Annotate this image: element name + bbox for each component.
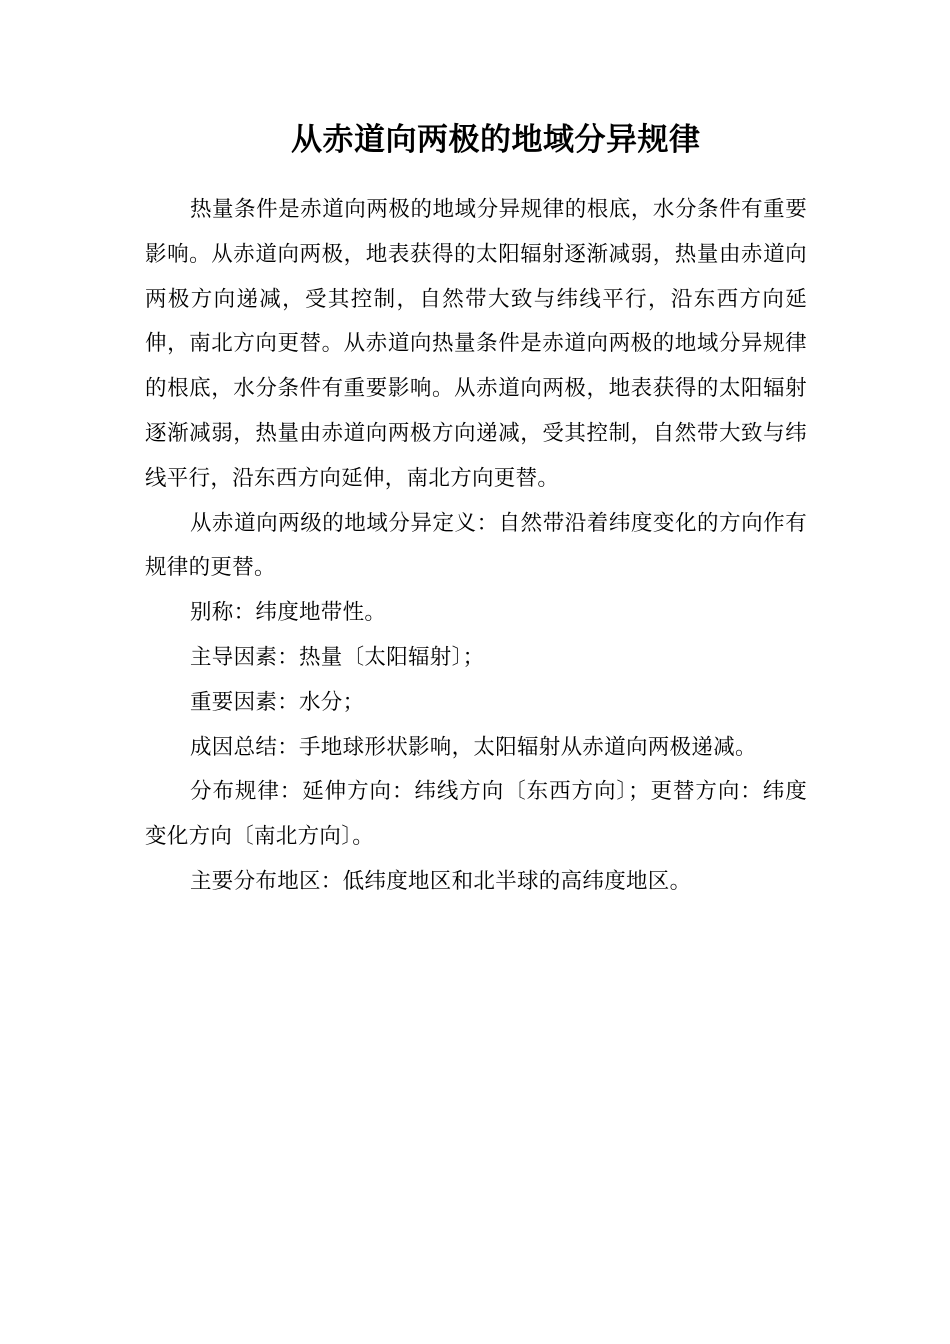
paragraph-important-factor: 重要因素：水分； <box>190 689 365 715</box>
paragraph-definition: 从赤道向两级的地域分异定义：自然带沿着纬度变化的方向作有规律的更替。 <box>145 510 807 581</box>
paragraph-cause-summary: 成因总结：手地球形状影响，太阳辐射从赤道向两极递减。 <box>190 734 757 760</box>
paragraph-main-areas: 主要分布地区：低纬度地区和北半球的高纬度地区。 <box>190 868 692 894</box>
paragraph-distribution-rule: 分布规律：延伸方向：纬线方向〔东西方向〕；更替方向：纬度变化方向〔南北方向〕。 <box>145 779 807 850</box>
paragraph-dominant-factor: 主导因素：热量〔太阳辐射〕； <box>190 644 485 670</box>
paragraph-overview: 热量条件是赤道向两极的地域分异规律的根底，水分条件有重要影响。从赤道向两极，地表获得的太阳辐射逐渐减弱，热量由赤道向两极方向递减，受其控制，自然带大致与纬线平行，沿东西方向延伸，南北方向更替。从赤道向热量条件是赤道向两极的地域分异规律的根底，水分条件有重要影响。从赤道向两极，地表获得的太阳辐射逐渐减弱，热量由赤道向两极方向递减，受其控制，自然带大致与纬线平行，沿东西方向延伸，南北方向更替。 <box>145 197 807 491</box>
paragraph-alias: 别称：纬度地带性。 <box>190 600 387 626</box>
document-title: 从赤道向两极的地域分异规律 <box>291 122 701 158</box>
document-page <box>145 110 807 905</box>
